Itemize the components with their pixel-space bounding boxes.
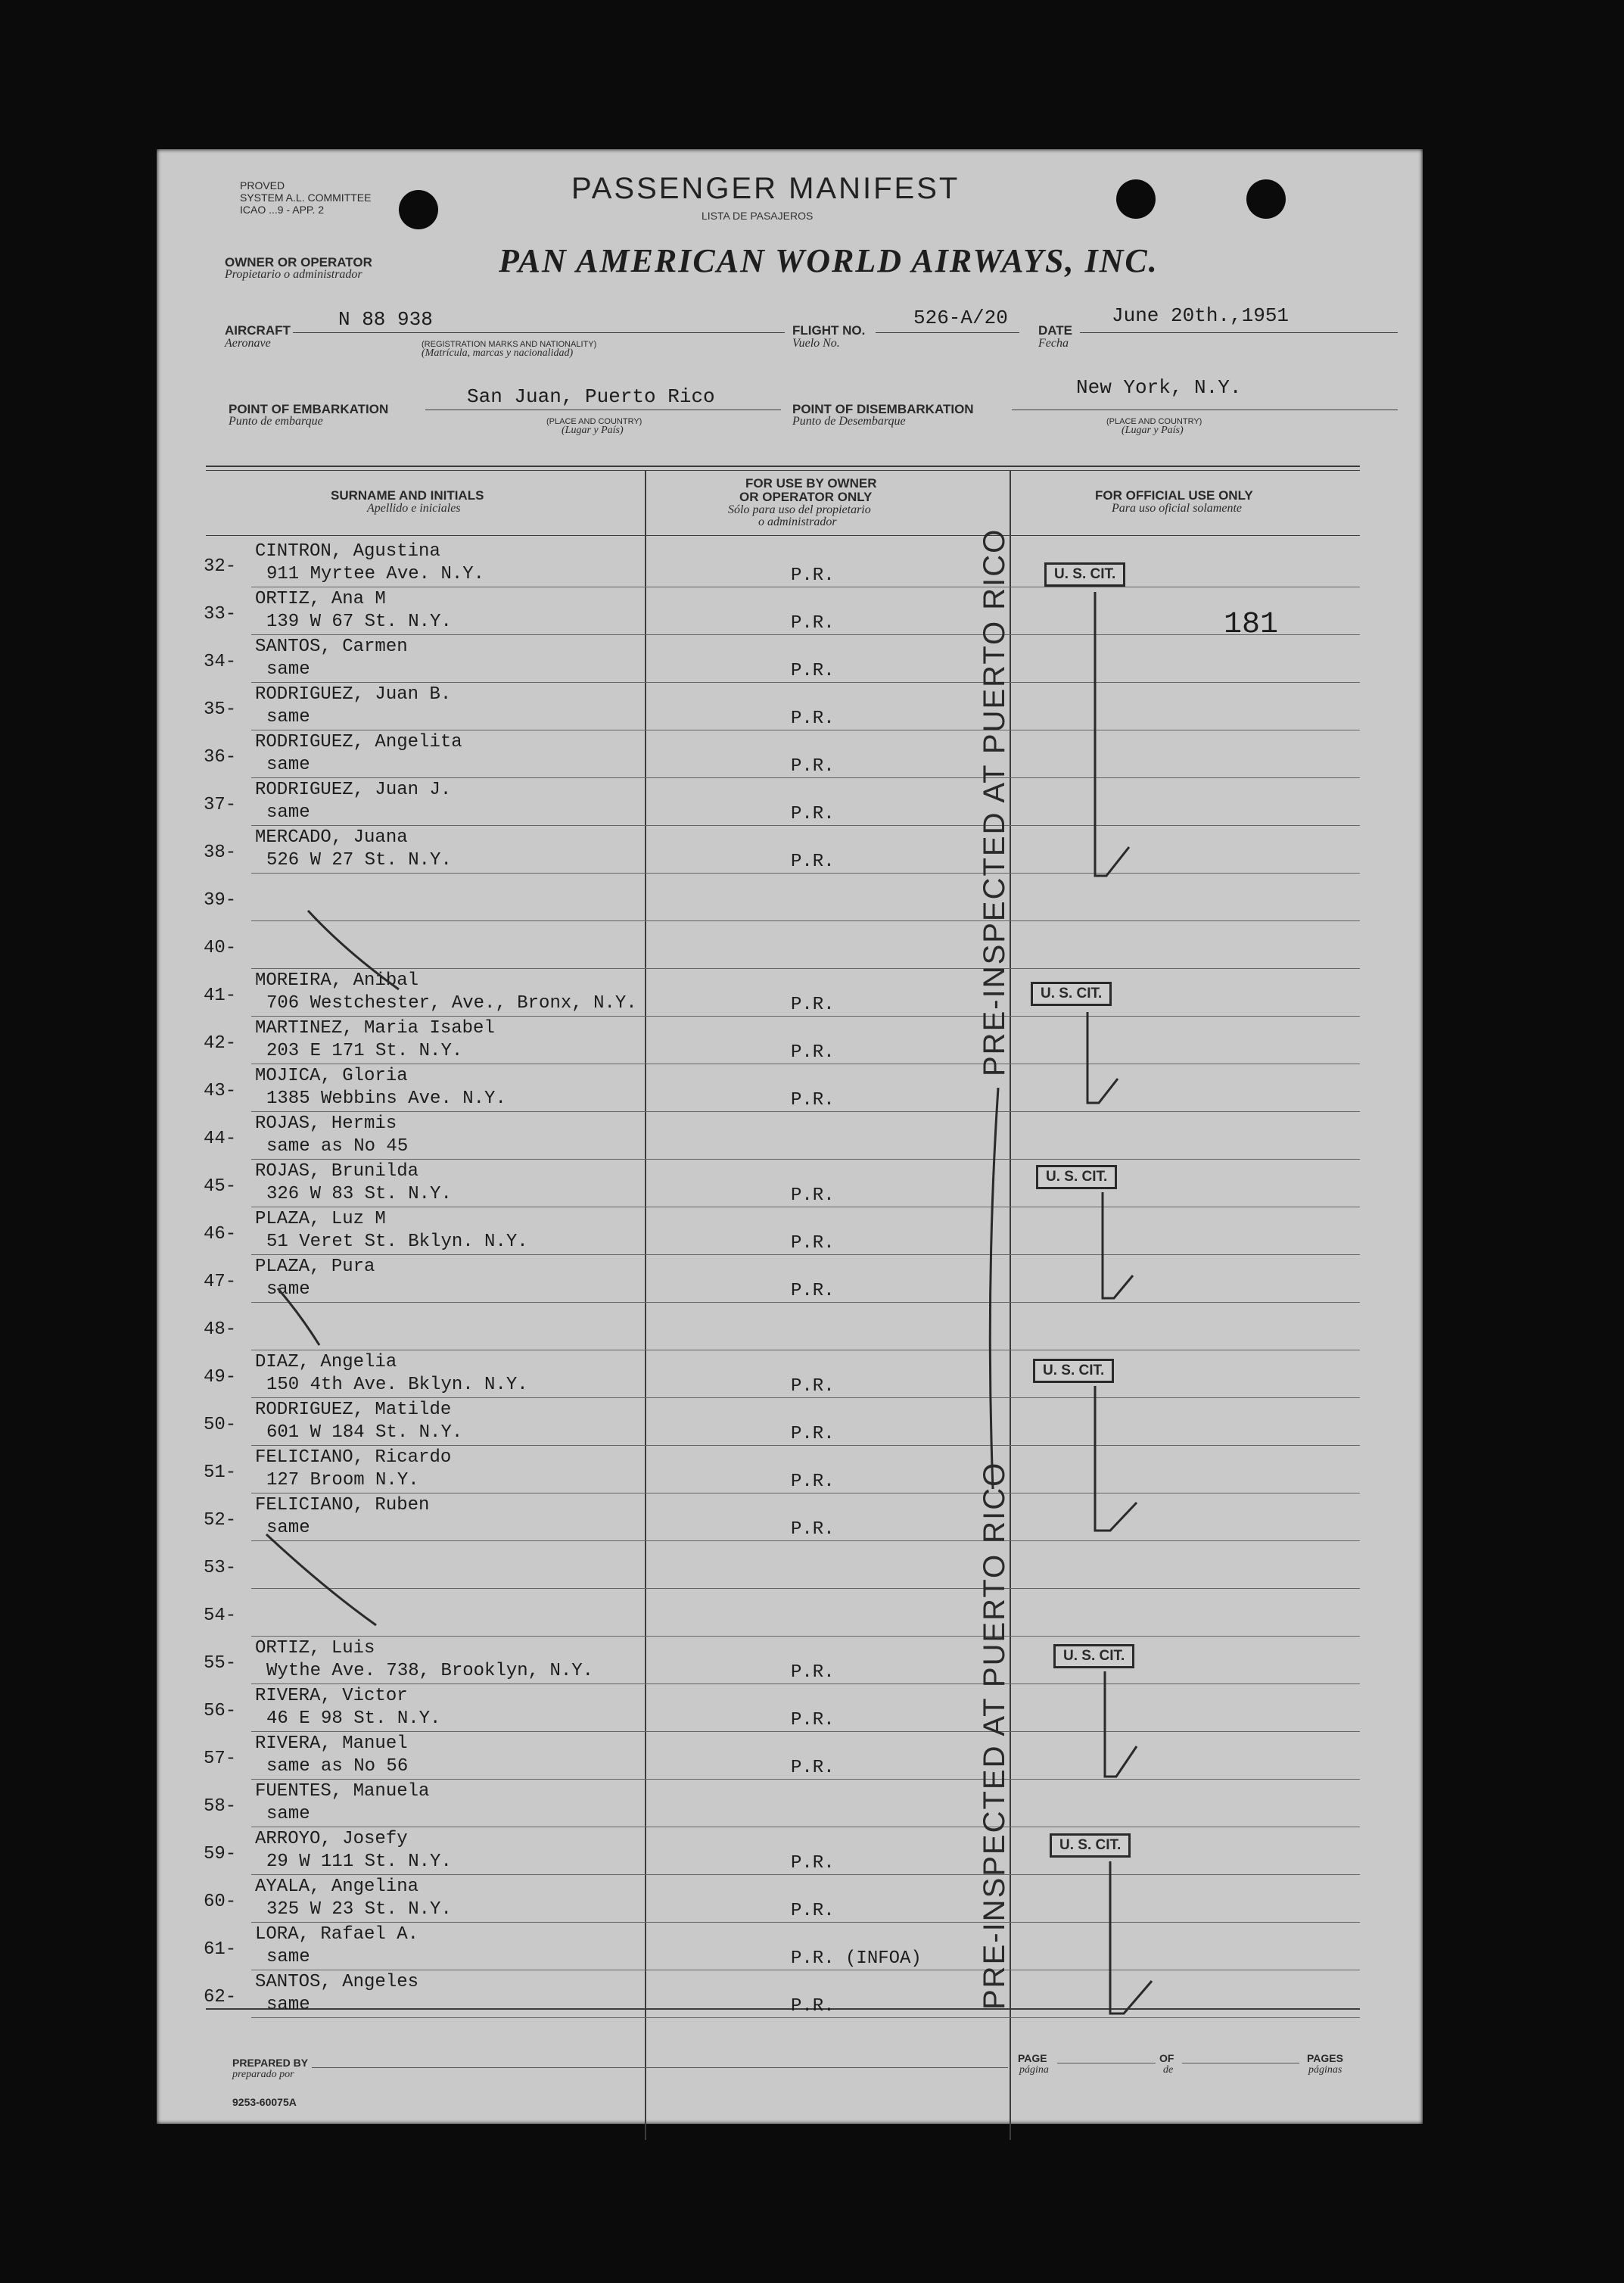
passenger-name: ORTIZ, Ana M (255, 589, 386, 609)
passenger-name: RODRIGUEZ, Juan J. (255, 780, 452, 800)
passenger-address: 139 W 67 St. N.Y. (266, 612, 452, 632)
row-number: 49- (204, 1367, 237, 1388)
passenger-address: 1385 Webbins Ave. N.Y. (266, 1089, 506, 1109)
row-number: 42- (204, 1033, 237, 1054)
row-number: 53- (204, 1558, 237, 1578)
embarkation-label-es: Punto de embarque (229, 415, 323, 428)
passenger-address: Wythe Ave. 738, Brooklyn, N.Y. (266, 1661, 594, 1681)
us-citizen-stamp: U. S. CIT. (1044, 562, 1125, 587)
row-number: 56- (204, 1701, 237, 1721)
owner-mark: P.R. (791, 1853, 835, 1873)
owner-mark: P.R. (791, 1901, 835, 1921)
column-header-surname: SURNAME AND INITIALS (331, 488, 484, 503)
owner-mark: P.R. (791, 565, 835, 586)
passenger-name: RIVERA, Victor (255, 1686, 408, 1706)
owner-mark: P.R. (791, 1996, 835, 2017)
owner-mark: P.R. (791, 852, 835, 872)
passenger-name: LORA, Rafael A. (255, 1924, 419, 1945)
flight-value: 526-A/20 (913, 307, 1008, 329)
passenger-name: ORTIZ, Luis (255, 1638, 375, 1659)
us-citizen-stamp: U. S. CIT. (1050, 1833, 1131, 1858)
us-citizen-stamp: U. S. CIT. (1031, 982, 1112, 1006)
owner-mark: P.R. (791, 1090, 835, 1110)
owner-mark: P.R. (791, 1376, 835, 1397)
of-label: OF (1159, 2052, 1174, 2064)
place-caption: (PLACE AND COUNTRY) (546, 417, 642, 426)
row-number: 48- (204, 1319, 237, 1340)
passenger-address: 127 Broom N.Y. (266, 1470, 419, 1490)
passenger-address: 51 Veret St. Bklyn. N.Y. (266, 1232, 528, 1252)
passenger-name: SANTOS, Carmen (255, 637, 408, 657)
owner-mark: P.R. (791, 1185, 835, 1206)
date-label: DATE (1038, 323, 1073, 338)
row-number: 36- (204, 747, 237, 768)
row-number: 41- (204, 986, 237, 1006)
passenger-name: RIVERA, Manuel (255, 1733, 408, 1754)
row-number: 44- (204, 1129, 237, 1149)
row-number: 37- (204, 795, 237, 815)
page-subtitle: LISTA DE PASAJEROS (702, 210, 814, 222)
passenger-name: ROJAS, Hermis (255, 1113, 397, 1134)
owner-mark: P.R. (791, 1233, 835, 1254)
row-number: 50- (204, 1415, 237, 1435)
passenger-name: MOREIRA, Anibal (255, 970, 419, 991)
passenger-address: 325 W 23 St. N.Y. (266, 1899, 452, 1920)
us-citizen-stamp: U. S. CIT. (1053, 1644, 1134, 1668)
passenger-address: 601 W 184 St. N.Y. (266, 1422, 463, 1443)
row-number: 45- (204, 1176, 237, 1197)
passenger-address: 46 E 98 St. N.Y. (266, 1708, 441, 1729)
row-number: 47- (204, 1272, 237, 1292)
disembarkation-label: POINT OF DISEMBARKATION (792, 402, 974, 416)
row-number: 32- (204, 556, 237, 577)
us-citizen-stamp: U. S. CIT. (1033, 1359, 1114, 1383)
disembarkation-value: New York, N.Y. (1076, 376, 1242, 399)
aircraft-value: N 88 938 (338, 308, 433, 331)
passenger-address: 29 W 111 St. N.Y. (266, 1852, 452, 1872)
passenger-name: DIAZ, Angelia (255, 1352, 397, 1372)
passenger-address: 526 W 27 St. N.Y. (266, 850, 452, 871)
row-number: 46- (204, 1224, 237, 1244)
owner-label: OWNER OR OPERATOR (225, 255, 372, 269)
column-header-official: FOR OFFICIAL USE ONLY (1095, 488, 1253, 503)
passenger-address: same (266, 659, 310, 680)
place-caption-es: (Lugar y País) (562, 425, 624, 436)
pen-marks (157, 149, 1423, 2124)
passenger-name: FUENTES, Manuela (255, 1781, 430, 1802)
passenger-address: same (266, 707, 310, 727)
flight-label-es: Vuelo No. (792, 337, 840, 350)
passenger-address: 150 4th Ave. Bklyn. N.Y. (266, 1375, 528, 1395)
row-number: 52- (204, 1510, 237, 1531)
passenger-address: same (266, 1518, 310, 1538)
pages-label-es: páginas (1308, 2064, 1342, 2076)
passenger-name: MARTINEZ, Maria Isabel (255, 1018, 495, 1039)
prepared-by-label: PREPARED BY (232, 2057, 309, 2069)
passenger-address: 203 E 171 St. N.Y. (266, 1041, 463, 1061)
row-number: 60- (204, 1892, 237, 1912)
owner-mark: P.R. (INFOA) (791, 1948, 922, 1969)
column-header-owner: FOR USE BY OWNER (745, 476, 877, 491)
row-number: 51- (204, 1462, 237, 1483)
owner-mark: P.R. (791, 1758, 835, 1778)
approval-line: PROVED (240, 179, 285, 192)
passenger-name: ARROYO, Josefy (255, 1829, 408, 1849)
date-label-es: Fecha (1038, 337, 1069, 350)
row-number: 33- (204, 604, 237, 624)
embarkation-value: San Juan, Puerto Rico (467, 385, 715, 408)
row-number: 55- (204, 1653, 237, 1674)
row-number: 43- (204, 1081, 237, 1101)
owner-mark: P.R. (791, 661, 835, 681)
disembarkation-label-es: Punto de Desembarque (792, 415, 906, 428)
row-number: 54- (204, 1606, 237, 1626)
owner-mark: P.R. (791, 709, 835, 729)
passenger-name: MERCADO, Juana (255, 827, 408, 848)
page-label-es: página (1019, 2064, 1049, 2076)
owner-mark: P.R. (791, 613, 835, 634)
of-label-es: de (1163, 2064, 1174, 2076)
passenger-address: same (266, 1279, 310, 1300)
column-header-owner-2: OR OPERATOR ONLY (739, 490, 873, 504)
row-number: 38- (204, 842, 237, 863)
registration-caption-es: (Matrícula, marcas y nacionalidad) (422, 347, 574, 359)
owner-mark: P.R. (791, 756, 835, 777)
passenger-address: same (266, 755, 310, 775)
page-title: PASSENGER MANIFEST (571, 172, 960, 205)
passenger-name: CINTRON, Agustina (255, 541, 440, 562)
approval-line: ICAO ...9 - APP. 2 (240, 204, 325, 216)
passenger-address: same as No 56 (266, 1756, 409, 1777)
passenger-name: SANTOS, Angeles (255, 1972, 419, 1992)
preinspected-stamp: PRE-INSPECTED AT PUERTO RICO (978, 528, 1011, 1076)
owner-mark: P.R. (791, 1662, 835, 1683)
approval-line: SYSTEM A.L. COMMITTEE (240, 192, 372, 204)
owner-mark: P.R. (791, 1710, 835, 1730)
passenger-name: RODRIGUEZ, Matilde (255, 1400, 452, 1420)
preinspected-stamp: PRE-INSPECTED AT PUERTO RICO (978, 1461, 1011, 2010)
aircraft-label: AIRCRAFT (225, 323, 291, 338)
prepared-by-underline (312, 2067, 1008, 2068)
passenger-name: FELICIANO, Ricardo (255, 1447, 452, 1468)
passenger-name: ROJAS, Brunilda (255, 1161, 419, 1182)
passenger-address: same as No 45 (266, 1136, 409, 1157)
passenger-name: PLAZA, Luz M (255, 1209, 386, 1229)
column-header-owner-es-2: o administrador (758, 515, 837, 528)
row-number: 62- (204, 1987, 237, 2007)
passenger-name: FELICIANO, Ruben (255, 1495, 430, 1515)
manifest-sheet (157, 149, 1423, 2124)
place-caption-2-es: (Lugar y País) (1122, 425, 1184, 436)
row-number: 59- (204, 1844, 237, 1864)
flight-label: FLIGHT NO. (792, 323, 866, 338)
passenger-name: MOJICA, Gloria (255, 1066, 408, 1086)
passenger-name: RODRIGUEZ, Juan B. (255, 684, 452, 705)
us-citizen-stamp: U. S. CIT. (1036, 1165, 1117, 1189)
passenger-address: same (266, 1804, 310, 1824)
passenger-address: same (266, 1995, 310, 2015)
form-number: 9253-60075A (232, 2096, 297, 2108)
row-number: 61- (204, 1939, 237, 1960)
embarkation-label: POINT OF EMBARKATION (229, 402, 389, 416)
column-header-official-es: Para uso oficial solamente (1112, 502, 1242, 515)
owner-mark: P.R. (791, 804, 835, 824)
passenger-address: 911 Myrtee Ave. N.Y. (266, 564, 485, 584)
row-number: 40- (204, 938, 237, 958)
pages-label: PAGES (1307, 2052, 1343, 2064)
owner-mark: P.R. (791, 1281, 835, 1301)
column-header-surname-es: Apellido e iniciales (367, 502, 461, 515)
owner-mark: P.R. (791, 995, 835, 1015)
passenger-address: 326 W 83 St. N.Y. (266, 1184, 452, 1204)
passenger-address: same (266, 1947, 310, 1967)
owner-mark: P.R. (791, 1472, 835, 1492)
page-label: PAGE (1018, 2052, 1047, 2064)
row-number: 34- (204, 652, 237, 672)
official-number: 181 (1224, 608, 1279, 642)
column-header-owner-es: Sólo para uso del propietario (728, 503, 871, 516)
owner-mark: P.R. (791, 1519, 835, 1540)
airline-name: PAN AMERICAN WORLD AIRWAYS, INC. (499, 242, 1159, 279)
prepared-by-label-es: preparado por (232, 2069, 294, 2080)
place-caption-2: (PLACE AND COUNTRY) (1106, 417, 1202, 426)
owner-mark: P.R. (791, 1424, 835, 1444)
row-number: 58- (204, 1796, 237, 1817)
owner-mark: P.R. (791, 1042, 835, 1063)
passenger-name: PLAZA, Pura (255, 1257, 375, 1277)
row-number: 57- (204, 1749, 237, 1769)
passenger-address: 706 Westchester, Ave., Bronx, N.Y. (266, 993, 637, 1014)
passenger-name: RODRIGUEZ, Angelita (255, 732, 462, 752)
date-value: June 20th.,1951 (1112, 304, 1290, 327)
passenger-name: AYALA, Angelina (255, 1877, 419, 1897)
aircraft-label-es: Aeronave (225, 337, 271, 350)
owner-label-es: Propietario o administrador (225, 268, 362, 281)
row-number: 39- (204, 890, 237, 911)
registration-caption: (REGISTRATION MARKS AND NATIONALITY) (422, 340, 597, 349)
passenger-address: same (266, 802, 310, 823)
row-number: 35- (204, 699, 237, 720)
